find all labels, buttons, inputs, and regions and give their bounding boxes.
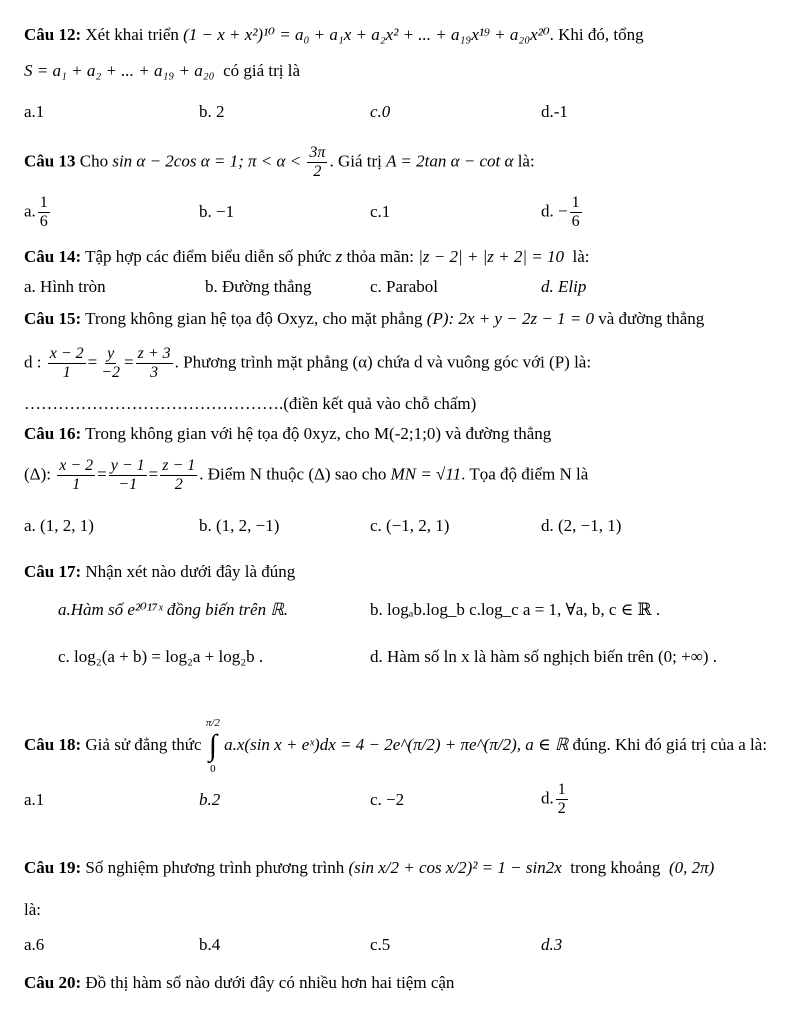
q16-frac-x: $\frac{x - 2}{1}$ — [59, 457, 94, 493]
q19-expr: (sin x/2 + cos x/2)² = 1 − sin2x — [348, 858, 562, 877]
q16-line2: (Δ): $\frac{x - 2}{1}$ = $\frac{y - 1}{-1}$ = $\frac{z - 1}{2}$ . Điểm N thuộc (Δ) sao cho MN = √11. Tọa độ điểm N là — [24, 457, 589, 493]
q16-delta2: (Δ) — [308, 464, 331, 484]
q13-text1: Cho — [79, 151, 109, 171]
q16-option-d: d. (2, −1, 1) — [541, 516, 622, 535]
q13-text2: . Giá trị — [329, 151, 382, 171]
q18-text2: đúng. Khi đó giá trị của a là: — [572, 734, 768, 754]
q12-option-c: c.0 — [370, 102, 391, 121]
q12-line1 — [24, 24, 644, 46]
q13-option-c: c.1 — [370, 202, 391, 221]
q14-text2: thỏa mãn: — [346, 247, 414, 266]
q15-answer-blank: ……………………………………….(điền kết quả vào chỗ chấm) — [24, 394, 477, 413]
q14-option-c: c. Parabol — [370, 277, 438, 296]
q14-label: Câu 14: — [24, 247, 82, 266]
q14-line1 — [24, 246, 590, 268]
q14-option-b: b. Đường thẳng — [205, 277, 312, 296]
q16-option-c: c. (−1, 2, 1) — [370, 516, 450, 535]
q16-expr: MN = √11 — [390, 464, 462, 484]
q14-text3: là: — [572, 247, 590, 266]
q16-line1 — [24, 423, 551, 445]
q13-option-a: a. $\frac{1}{6}$ — [24, 194, 48, 230]
q12-option-d: d.-1 — [541, 102, 568, 121]
q13-text3: là: — [517, 151, 535, 171]
q17-option-a: a.Hàm số e²⁰¹⁷ˣ đồng biến trên ℝ. — [58, 600, 289, 619]
q15-text3: . Phương trình mặt phẳng (α) chứa d và vuông góc với (P) là: — [174, 352, 592, 372]
q15-frac-y: $\frac{y}{-2}$ — [101, 345, 121, 381]
q15-line1 — [24, 308, 704, 330]
q12-text1: Xét khai triển — [85, 25, 179, 44]
q14-option-d: d. Elip — [541, 277, 587, 296]
q16-text3: sao cho — [334, 464, 387, 484]
q15-frac-z: $\frac{z + 3}{3}$ — [137, 345, 171, 381]
q14-var: z — [335, 247, 343, 266]
q13-option-d: d. − $\frac{1}{6}$ — [541, 194, 580, 230]
q12-option-b: b. 2 — [199, 102, 225, 121]
q12-text2: . Khi đó, tổng — [549, 25, 644, 44]
q15-label: Câu 15: — [24, 309, 82, 328]
q18-option-c: c. −2 — [370, 790, 405, 809]
q14-text1: Tập hợp các điểm biểu diễn số phức — [85, 247, 332, 266]
q19-line1 — [24, 857, 714, 879]
q19-option-b: b.4 — [199, 935, 221, 954]
q19-label: Câu 19: — [24, 858, 82, 877]
q17-text1: Nhận xét nào dưới đây là đúng — [85, 562, 296, 581]
q16-text2: . Điểm N thuộc — [199, 464, 305, 484]
q16-text4: . Tọa độ điểm N là — [461, 464, 589, 484]
q18-option-b: b.2 — [199, 790, 221, 809]
q19-interval: (0, 2π) — [668, 858, 715, 877]
q15-line2: d : $\frac{x - 2}{1}$ = $\frac{y}{-2}$ = $\frac{z + 3}{3}$ . Phương trình mặt phẳng (α) chứa d và vuông góc với (P) là: — [24, 345, 592, 381]
q18-line1 — [24, 717, 767, 775]
q18-expr: a.x(sin x + eˣ)dx = 4 − 2e^(π/2) + πe^(π/2), a ∈ ℝ — [224, 734, 569, 754]
q13-expr2: A = 2tan α − cot α — [386, 151, 514, 171]
q16-option-a: a. (1, 2, 1) — [24, 516, 94, 535]
q18-option-a: a.1 — [24, 790, 45, 809]
q17-line1 — [24, 561, 295, 583]
q13-expr1: sin α − 2cos α = 1; π < α < — [112, 151, 302, 171]
q19-line2: là: — [24, 900, 41, 919]
q16-delta: (Δ): — [24, 464, 51, 484]
q16-label: Câu 16: — [24, 424, 82, 443]
q18-integral: π/2 ∫ 0 — [205, 717, 220, 775]
q20-label: Câu 20: — [24, 973, 82, 992]
q18-label: Câu 18: — [24, 734, 82, 754]
q14-expr: |z − 2| + |z + 2| = 10 — [418, 247, 565, 266]
q13-option-b: b. −1 — [199, 202, 235, 221]
q15-frac-x: $\frac{x - 2}{1}$ — [49, 345, 84, 381]
q20-line1 — [24, 972, 454, 994]
q12-line2 — [24, 60, 300, 82]
q15-expr: (P): 2x + y − 2z − 1 = 0 — [426, 309, 595, 328]
q12-option-a: a.1 — [24, 102, 45, 121]
q17-option-b: b. logₐb.log_b c.log_c a = 1, ∀a, b, c ∈ ℝ . — [370, 600, 661, 619]
q19-option-c: c.5 — [370, 935, 391, 954]
q16-frac-y: $\frac{y - 1}{-1}$ — [110, 457, 145, 493]
q18-text1: Giả sử đẳng thức — [85, 734, 202, 754]
q12-sum: S = a₁ + a₂ + ... + a₁₉ + a₂₀ — [24, 61, 215, 80]
q16-text1: Trong không gian với hệ tọa độ 0xyz, cho M(-2;1;0) và đường thẳng — [85, 424, 552, 443]
q17-option-c: c. log₂(a + b) = log₂a + log₂b . — [58, 647, 264, 666]
q15-text2: và đường thẳng — [598, 309, 705, 328]
q20-text1: Đồ thị hàm số nào dưới đây có nhiều hơn hai tiệm cận — [85, 973, 455, 992]
q19-option-a: a.6 — [24, 935, 45, 954]
q14-option-a: a. Hình tròn — [24, 277, 106, 296]
q17-option-d: d. Hàm số ln x là hàm số nghịch biến trên (0; +∞) . — [370, 647, 718, 666]
q12-label: Câu 12: — [24, 25, 82, 44]
q19-option-d: d.3 — [541, 935, 563, 954]
q12-text3: có giá trị là — [223, 61, 301, 80]
q13-label: Câu 13 — [24, 151, 76, 171]
q13-line1 — [24, 144, 535, 181]
q12-expr: (1 − x + x²)¹⁰ = a₀ + a₁x + a₂x² + ... + a₁₉x¹⁹ + a₂₀x²⁰ — [183, 25, 550, 44]
q16-option-b: b. (1, 2, −1) — [199, 516, 280, 535]
q19-text1: Số nghiệm phương trình phương trình — [85, 858, 345, 877]
q15-d-prefix: d : — [24, 352, 42, 372]
q13-fraction: $\frac{3\pi}{2}$ — [309, 144, 326, 180]
q19-text2: trong khoảng — [570, 858, 661, 877]
q18-option-d: d. $\frac{1}{2}$ — [541, 781, 566, 817]
q16-frac-z: $\frac{z - 1}{2}$ — [162, 457, 196, 493]
q17-label: Câu 17: — [24, 562, 82, 581]
q15-text1: Trong không gian hệ tọa độ Oxyz, cho mặt phẳng — [85, 309, 423, 328]
